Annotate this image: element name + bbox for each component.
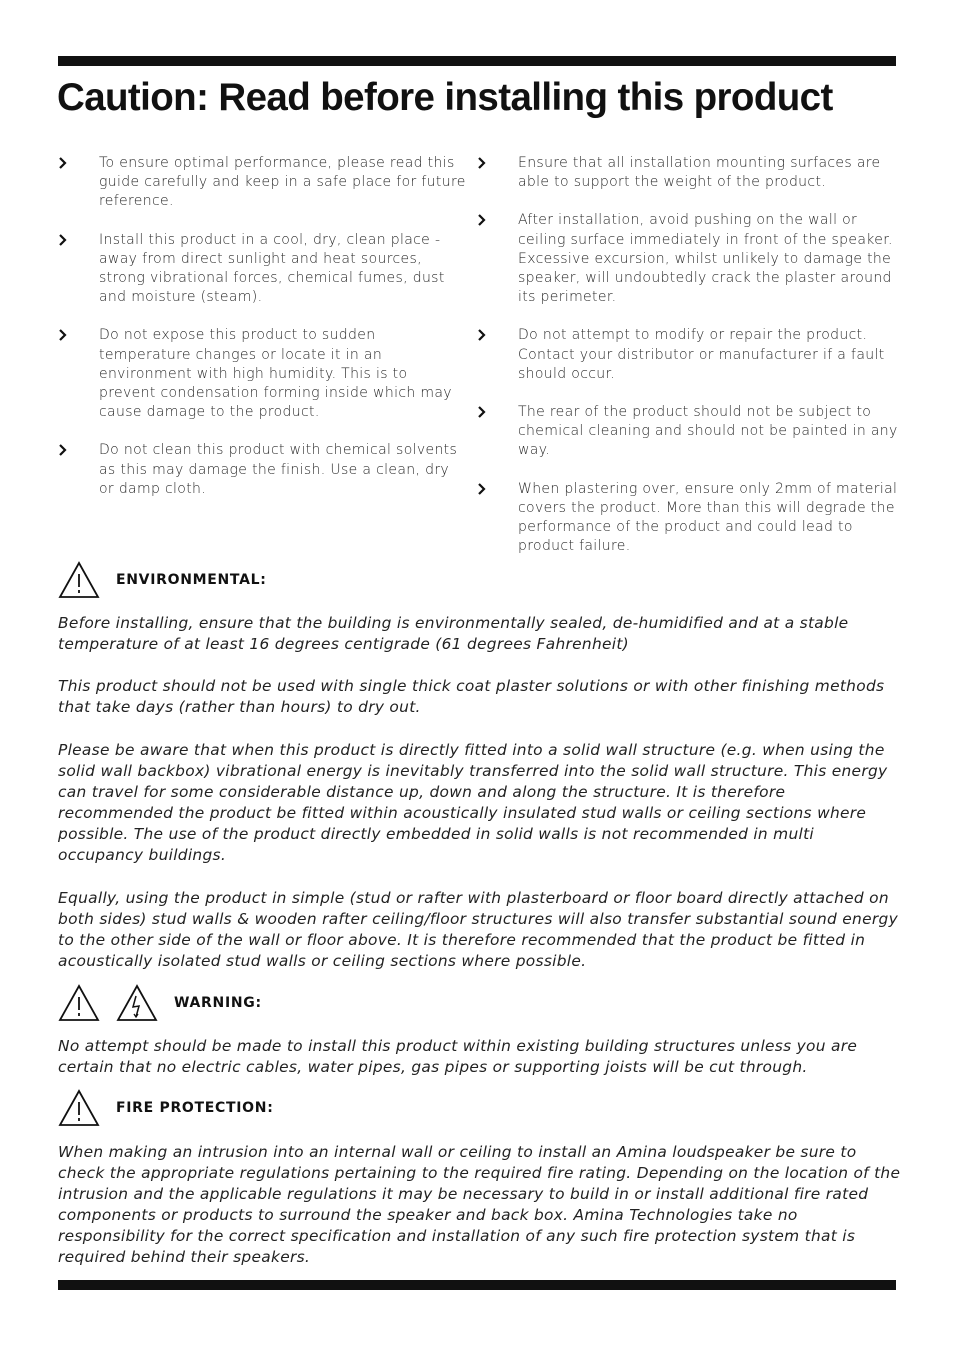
caution-triangle-icon <box>58 984 100 1022</box>
list-item <box>58 441 468 499</box>
list-item <box>477 326 902 384</box>
chevron-right-icon <box>477 329 487 341</box>
page-title: Caution: Read before installing this product <box>57 76 833 119</box>
list-item-text: The rear of the product should not be subject to chemical cleaning and should not be painted in any way. <box>518 404 898 459</box>
caution-triangle-icon <box>58 561 100 599</box>
environmental-heading <box>58 561 267 599</box>
environmental-paragraph: Equally, using the product in simple (stud or rafter with plasterboard or floor board directly attached on both sides) stud walls & wooden rafter ceiling/floor structures will also transfer substantial sound energy to the other side of the wall or floor above. It is therefore recommended that the product be fitted in acoustically isolated stud walls or ceiling sections where possible. <box>58 889 898 970</box>
list-item-text: Do not clean this product with chemical solvents as this may damage the finish. Use a clean, dry or damp cloth. <box>99 442 458 497</box>
chevron-right-icon <box>477 483 487 495</box>
list-item <box>58 231 468 308</box>
chevron-right-icon <box>58 444 68 456</box>
environmental-paragraph: Please be aware that when this product is directly fitted into a solid wall structure (e.g. when using the solid wall backbox) vibrational energy is inevitably transferred into the solid wall structure. This energy can travel for some considerable distance up, down and along the structure. It is therefore recommended the product be fitted within acoustically insulated stud walls or ceiling sections where possible. The use of the product directly embedded in solid walls is not recommended in multi occupancy buildings. <box>58 741 888 864</box>
list-item <box>58 326 468 422</box>
chevron-right-icon <box>58 157 68 169</box>
list-item-text: Do not attempt to modify or repair the product. Contact your distributor or manufacturer if a fault should occur. <box>518 327 885 382</box>
environmental-paragraph: Before installing, ensure that the building is environmentally sealed, de-humidified and at a stable temperature of at least 16 degrees centigrade (61 degrees Fahrenheit) <box>58 614 849 653</box>
list-item <box>58 154 468 212</box>
list-item <box>477 480 902 557</box>
chevron-right-icon <box>477 157 487 169</box>
chevron-right-icon <box>477 214 487 226</box>
fire-protection-heading-label: FIRE PROTECTION: <box>116 1100 274 1116</box>
bottom-rule <box>58 1280 896 1290</box>
warning-heading <box>58 984 262 1022</box>
environmental-heading-label: ENVIRONMENTAL: <box>116 572 267 588</box>
caution-triangle-icon <box>58 1089 100 1127</box>
list-item-text: Ensure that all installation mounting surfaces are able to support the weight of the product. <box>518 155 881 191</box>
environmental-paragraph: This product should not be used with single thick coat plaster solutions or with other finishing methods that take days (rather than hours) to dry out. <box>58 677 885 716</box>
fire-protection-heading <box>58 1089 274 1127</box>
top-rule <box>58 56 896 66</box>
warning-paragraph: No attempt should be made to install this product within existing building structures unless you are certain that no electric cables, water pipes, gas pipes or supporting joists will be cut through. <box>58 1037 858 1076</box>
list-item <box>477 154 902 192</box>
chevron-right-icon <box>58 329 68 341</box>
chevron-right-icon <box>477 406 487 418</box>
list-item-text: After installation, avoid pushing on the wall or ceiling surface immediately in front of the speaker. Excessive excursion, whilst unlikely to damage the speaker, will undoubtedly crack the plaster around its perimeter. <box>518 212 893 306</box>
left-column <box>58 154 468 518</box>
warning-heading-label: WARNING: <box>174 995 262 1011</box>
right-column <box>477 154 902 575</box>
list-item <box>477 403 902 461</box>
chevron-right-icon <box>58 234 68 246</box>
fire-protection-paragraph: When making an intrusion into an internal wall or ceiling to install an Amina loudspeaker be sure to check the appropriate regulations pertaining to the required fire rating. Depending on the location of the intrusion and the applicable regulations it may be necessary to build in or install additional fire rated components or products to surround the speaker and back box. Amina Technologies take no responsibility for the correct specification and installation of any such fire protection system that is required behind their speakers. <box>58 1143 901 1266</box>
list-item-text: Do not expose this product to sudden temperature changes or locate it in an environment with high humidity. This is to prevent condensation forming inside which may cause damage to the product. <box>99 327 452 421</box>
list-item-text: To ensure optimal performance, please read this guide carefully and keep in a safe place for future reference. <box>99 155 466 210</box>
list-item-text: When plastering over, ensure only 2mm of material covers the product. More than this will degrade the performance of the product and could lead to product failure. <box>518 480 898 555</box>
electric-hazard-icon <box>116 984 158 1022</box>
list-item-text: Install this product in a cool, dry, clean place - away from direct sunlight and heat sources, strong vibrational forces, chemical fumes, dust and moisture (steam). <box>99 231 445 306</box>
list-item <box>477 211 902 307</box>
